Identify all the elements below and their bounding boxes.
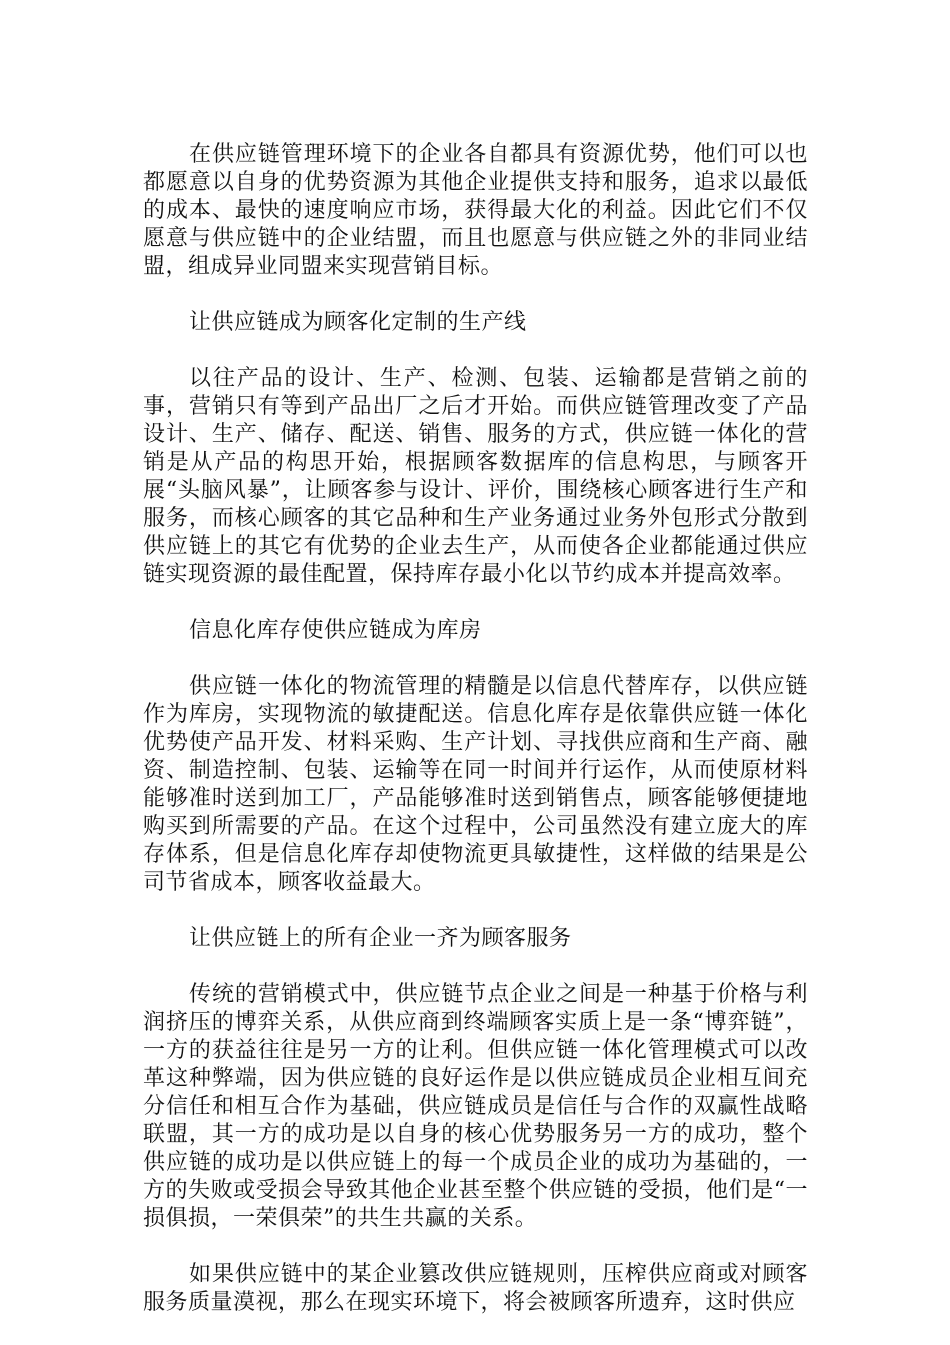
paragraph-alliance: 在供应链管理环境下的企业各自都具有资源优势，他们可以也都愿意以自身的优势资源为其他企业提供支持和服务，追求以最低的成本、最快的速度响应市场，获得最大化的利益。因此它们不仅愿意与供应链中的企业结盟，而且也愿意与供应链之外的非同业结盟，组成异业同盟来实现营销目标。 (143, 142, 808, 279)
section-heading-service: 让供应链上的所有企业一齐为顾客服务 (189, 926, 572, 951)
paragraph-rules: 如果供应链中的某企业篡改供应链规则，压榨供应商或对顾客服务质量漠视，那么在现实环境下，将会被顾客所遗弃，这时供应 (143, 1262, 808, 1315)
paragraph-service: 传统的营销模式中，供应链节点企业之间是一种基于价格与利润挤压的博弈关系，从供应商到终端顾客实质上是一条“博弈链”，一方的获益往往是另一方的让利。但供应链一体化管理模式可以改革这种弊端，因为供应链的良好运作是以供应链成员企业相互间充分信任和相互合作为基础，供应链成员是信任与合作的双赢性战略联盟，其一方的成功是以自身的核心优势服务另一方的成功，整个供应链的成功是以供应链上的每一个成员企业的成功为基础的，一方的失败或受损会导致其他企业甚至整个供应链的受损，他们是“一损俱损，一荣俱荣”的共生共赢的关系。 (143, 982, 808, 1231)
section-heading-inventory: 信息化库存使供应链成为库房 (189, 618, 482, 643)
document-body (143, 141, 808, 1345)
paragraph-inventory: 供应链一体化的物流管理的精髓是以信息代替库存，以供应链作为库房，实现物流的敏捷配送。信息化库存是依靠供应链一体化优势使产品开发、材料采购、生产计划、寻找供应商和生产商、融资、制造控制、包装、运输等在同一时间并行运作，从而使原材料能够准时送到加工厂，产品能够准时送到销售点，顾客能够便捷地购买到所需要的产品。在这个过程中，公司虽然没有建立庞大的库存体系，但是信息化库存却使物流更具敏捷性，这样做的结果是公司节省成本，顾客收益最大。 (143, 674, 808, 895)
section-heading-customization: 让供应链成为顾客化定制的生产线 (189, 310, 527, 335)
paragraph-customization: 以往产品的设计、生产、检测、包装、运输都是营销之前的事，营销只有等到产品出厂之后才开始。而供应链管理改变了产品设计、生产、储存、配送、销售、服务的方式，供应链一体化的营销是从产品的构思开始，根据顾客数据库的信息构思，与顾客开展“头脑风暴”，让顾客参与设计、评价，围绕核心顾客进行生产和服务，而核心顾客的其它品种和生产业务通过业务外包形式分散到供应链上的其它有优势的企业去生产，从而使各企业都能通过供应链实现资源的最佳配置，保持库存最小化以节约成本并提高效率。 (143, 366, 808, 587)
